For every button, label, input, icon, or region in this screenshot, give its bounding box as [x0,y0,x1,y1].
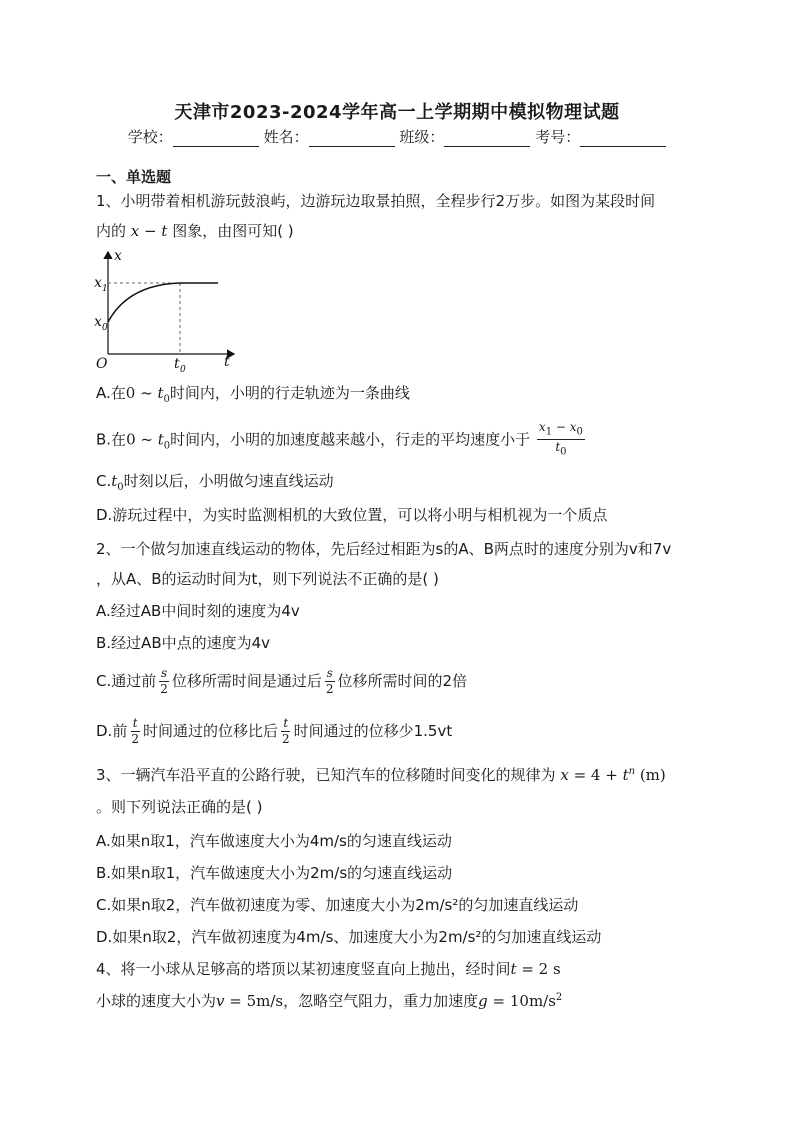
q2-option-a[interactable]: A.经过AB中间时刻的速度为4v [96,602,300,620]
svg-text:0: 0 [102,323,108,333]
curve [108,283,180,322]
q1-option-c[interactable]: $C.t_0$时刻以后，小明做匀速直线运动 [96,472,334,493]
q4-stem-line2: 小球的速度大小为v = 5m/s，忽略空气阻力，重力加速度$g = 10m/s^2$ [96,992,563,1010]
q3-stem-line1: 3、一辆汽车沿平直的公路行驶，已知汽车的位移随时间变化的规律为 $x = 4 + t^n$ (m) [96,766,666,784]
q2-option-b[interactable]: B.经过AB中点的速度为4v [96,634,271,652]
student-info [0,126,794,147]
class-blank[interactable] [444,130,530,147]
q3-option-a[interactable]: A.如果n取1，汽车做速度大小为4m/s的匀速直线运动 [96,832,452,850]
q2-option-c[interactable]: C.通过前 $\frac{s}{2}$ 位移所需时间是通过后 $\frac{s}{2}$ 位移所需时间的2倍 [96,666,468,696]
svg-text:x: x [114,248,122,264]
svg-text:x: x [94,314,102,330]
q4-stem-line1: 4、将一小球从足够高的塔顶以某初速度竖直向上抛出，经时间t = 2 s [96,960,561,978]
q2-stem-line2: ，从A、B的运动时间为t，则下列说法不正确的是( ) [96,570,439,588]
q1-option-a[interactable]: A.在0 ~ $t_0$时间内，小明的行走轨迹为一条曲线 [96,384,410,405]
svg-text:x: x [94,275,102,291]
q3-stem-line2: 。则下列说法正确的是( ) [96,798,263,816]
q2-option-d[interactable]: D.前 $\frac{t}{2}$ 时间通过的位移比后 $\frac{t}{2}$ 时间通过的位移少1.5vt [96,716,453,746]
class-label: 班级： [399,128,445,146]
q1-stem-line1: 1、小明带着相机游玩鼓浪屿，边游玩边取景拍照，全程步行2万步。如图为某段时间 [96,192,656,210]
svg-text:1: 1 [102,284,108,294]
svg-text:t: t [224,354,230,370]
q3-option-b[interactable]: B.如果n取1，汽车做速度大小为2m/s的匀速直线运动 [96,864,453,882]
name-blank[interactable] [309,130,395,147]
school-label: 学校： [127,128,173,146]
q1-option-b[interactable]: B.在0 ~ $t_0$时间内，小明的加速度越来越小，行走的平均速度小于 $\frac{x_1 - x_0}{t_0}$ [96,420,583,458]
q1-option-d[interactable]: D.游玩过程中，为实时监测相机的大致位置，可以将小明与相机视为一个质点 [96,506,608,524]
exam-no-blank[interactable] [580,130,666,147]
svg-text:0: 0 [180,365,186,375]
name-label: 姓名： [263,128,309,146]
q1-stem-line2: 内的 x − t 图象，由图可知( ) [96,222,294,240]
x-t-graph [92,246,242,376]
svg-text:O: O [96,356,108,372]
q3-option-c[interactable]: C.如果n取2，汽车做初速度为零、加速度大小为2m/s²的匀加速直线运动 [96,896,579,914]
page-title: 天津市2023-2024学年高一上学期期中模拟物理试题 [174,102,620,123]
q3-option-d[interactable]: D.如果n取2，汽车做初速度为4m/s、加速度大小为2m/s²的匀加速直线运动 [96,928,602,946]
svg-text:t: t [174,356,180,372]
section-heading: 一、单选题 [96,168,172,186]
exam-no-label: 考号： [535,128,581,146]
q2-stem-line1: 2、一个做匀加速直线运动的物体，先后经过相距为s的A、B两点时的速度分别为v和7v [96,540,672,558]
school-blank[interactable] [173,130,259,147]
